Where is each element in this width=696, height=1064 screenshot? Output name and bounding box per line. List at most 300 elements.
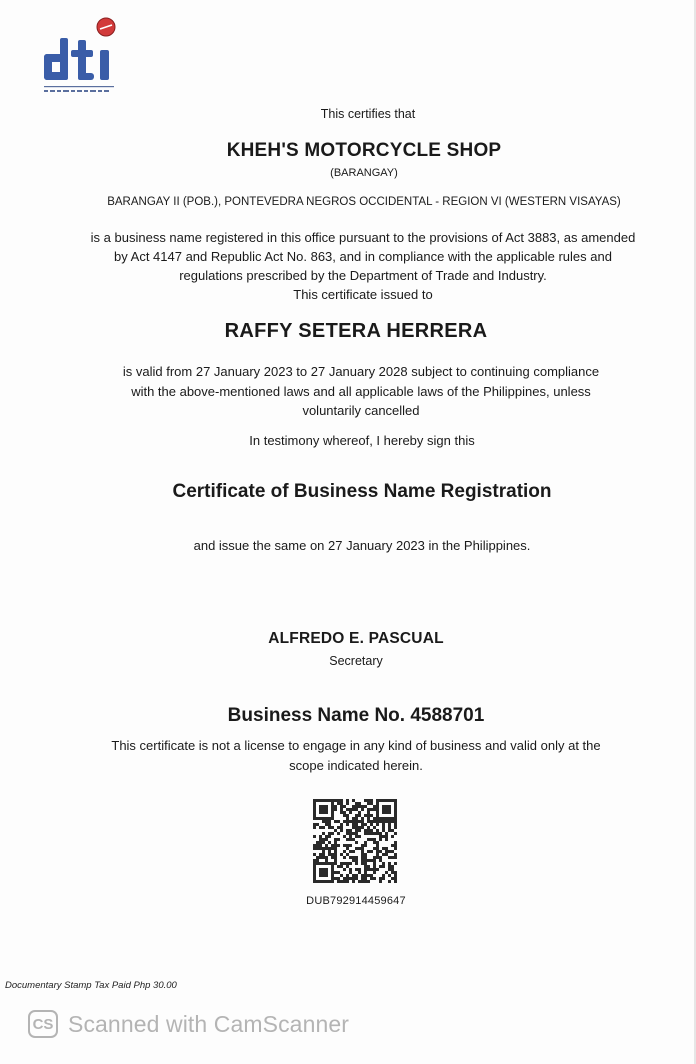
- qr-module: [313, 847, 316, 850]
- qr-module: [364, 862, 367, 865]
- qr-module: [388, 823, 391, 826]
- qr-module: [325, 847, 328, 850]
- certificate-title: Certificate of Business Name Registration: [172, 481, 552, 502]
- qr-module: [358, 802, 361, 805]
- qr-module: [334, 844, 337, 847]
- qr-module: [385, 817, 388, 820]
- qr-module: [379, 859, 382, 862]
- qr-module: [322, 826, 325, 829]
- qr-module: [355, 862, 358, 865]
- qr-module: [394, 826, 397, 829]
- registration-line-3: regulations prescribed by the Department of Trade and Industry.: [179, 268, 547, 283]
- qr-module: [361, 847, 364, 850]
- qr-module: [376, 823, 379, 826]
- qr-module: [319, 799, 322, 802]
- qr-module: [346, 823, 349, 826]
- qr-module: [379, 850, 382, 853]
- qr-module: [394, 853, 397, 856]
- qr-module: [316, 862, 319, 865]
- qr-module: [334, 862, 337, 865]
- qr-module: [346, 802, 349, 805]
- qr-module: [373, 847, 376, 850]
- qr-module: [379, 838, 382, 841]
- qr-module: [325, 871, 328, 874]
- qr-module: [316, 841, 319, 844]
- qr-module: [385, 805, 388, 808]
- qr-module: [313, 823, 316, 826]
- qr-module: [331, 826, 334, 829]
- qr-module: [388, 811, 391, 814]
- qr-module: [388, 799, 391, 802]
- qr-module: [382, 853, 385, 856]
- qr-module: [364, 814, 367, 817]
- qr-module: [361, 823, 364, 826]
- qr-module: [328, 847, 331, 850]
- qr-module: [337, 832, 340, 835]
- qr-module: [313, 826, 316, 829]
- qr-module: [361, 808, 364, 811]
- qr-module: [388, 826, 391, 829]
- qr-module: [328, 835, 331, 838]
- qr-module: [346, 865, 349, 868]
- qr-module: [367, 799, 370, 802]
- qr-module: [373, 808, 376, 811]
- qr-module: [346, 880, 349, 883]
- qr-module: [388, 808, 391, 811]
- qr-module: [388, 829, 391, 832]
- qr-module: [373, 862, 376, 865]
- qr-module: [385, 808, 388, 811]
- qr-module: [364, 799, 367, 802]
- qr-module: [322, 862, 325, 865]
- qr-module: [361, 817, 364, 820]
- qr-module: [358, 811, 361, 814]
- qr-module: [331, 874, 334, 877]
- qr-module: [370, 877, 373, 880]
- qr-module: [313, 811, 316, 814]
- qr-module: [391, 856, 394, 859]
- qr-module: [358, 829, 361, 832]
- qr-module: [367, 832, 370, 835]
- qr-module: [322, 853, 325, 856]
- qr-module: [382, 817, 385, 820]
- qr-module: [394, 847, 397, 850]
- qr-module: [349, 838, 352, 841]
- business-address: BARANGAY II (POB.), PONTEVEDRA NEGROS OCCIDENTAL - REGION VI (WESTERN VISAYAS): [107, 196, 621, 208]
- qr-module: [364, 844, 367, 847]
- qr-module: [394, 856, 397, 859]
- qr-module: [349, 820, 352, 823]
- qr-module: [385, 850, 388, 853]
- qr-module: [349, 808, 352, 811]
- qr-module: [316, 847, 319, 850]
- qr-module: [325, 823, 328, 826]
- qr-module: [349, 877, 352, 880]
- qr-module: [385, 832, 388, 835]
- qr-module: [385, 847, 388, 850]
- qr-module: [376, 802, 379, 805]
- qr-module: [364, 841, 367, 844]
- qr-module: [373, 877, 376, 880]
- validity-line-2: with the above-mentioned laws and all applicable laws of the Philippines, unless: [131, 383, 591, 399]
- qr-module: [370, 859, 373, 862]
- qr-module: [331, 805, 334, 808]
- qr-module: [340, 853, 343, 856]
- qr-module: [370, 874, 373, 877]
- qr-module: [340, 862, 343, 865]
- qr-module: [313, 808, 316, 811]
- qr-module: [352, 820, 355, 823]
- qr-module: [328, 820, 331, 823]
- qr-module: [334, 859, 337, 862]
- qr-module: [391, 871, 394, 874]
- qr-module: [328, 799, 331, 802]
- qr-module: [316, 844, 319, 847]
- qr-module: [394, 811, 397, 814]
- qr-module: [370, 802, 373, 805]
- qr-module: [364, 868, 367, 871]
- qr-module: [334, 856, 337, 859]
- qr-module: [349, 829, 352, 832]
- qr-module: [322, 856, 325, 859]
- qr-module: [328, 826, 331, 829]
- qr-module: [337, 880, 340, 883]
- qr-module: [313, 871, 316, 874]
- disclaimer-line-2: scope indicated herein.: [289, 758, 423, 773]
- qr-module: [349, 811, 352, 814]
- qr-module: [313, 835, 316, 838]
- qr-module: [388, 856, 391, 859]
- qr-module: [382, 874, 385, 877]
- qr-module: [376, 841, 379, 844]
- qr-module: [376, 799, 379, 802]
- qr-module: [331, 811, 334, 814]
- qr-module: [337, 799, 340, 802]
- qr-module: [373, 859, 376, 862]
- business-name: KHEH'S MOTORCYCLE SHOP: [226, 140, 502, 161]
- qr-module: [319, 847, 322, 850]
- qr-module: [340, 823, 343, 826]
- qr-module: [349, 868, 352, 871]
- qr-module: [355, 826, 358, 829]
- qr-module: [325, 868, 328, 871]
- signatory-position: Secretary: [329, 654, 383, 668]
- qr-module: [352, 859, 355, 862]
- qr-module: [325, 835, 328, 838]
- qr-module: [370, 838, 373, 841]
- qr-module: [334, 820, 337, 823]
- qr-module: [319, 880, 322, 883]
- qr-module: [355, 868, 358, 871]
- qr-module: [340, 880, 343, 883]
- qr-module: [343, 811, 346, 814]
- qr-module: [322, 808, 325, 811]
- qr-module: [331, 853, 334, 856]
- qr-module: [334, 808, 337, 811]
- qr-module: [328, 817, 331, 820]
- qr-module: [352, 799, 355, 802]
- qr-module: [358, 805, 361, 808]
- qr-module: [343, 877, 346, 880]
- qr-module: [340, 805, 343, 808]
- qr-module: [376, 814, 379, 817]
- qr-module: [376, 805, 379, 808]
- qr-module: [313, 805, 316, 808]
- qr-module: [352, 817, 355, 820]
- qr-module: [391, 835, 394, 838]
- qr-module: [337, 838, 340, 841]
- qr-module: [352, 856, 355, 859]
- qr-module: [346, 832, 349, 835]
- qr-module: [337, 865, 340, 868]
- qr-module: [349, 844, 352, 847]
- qr-module: [394, 802, 397, 805]
- qr-module: [346, 808, 349, 811]
- qr-module: [346, 862, 349, 865]
- qr-module: [367, 817, 370, 820]
- qr-module: [349, 850, 352, 853]
- dti-logo: [40, 14, 124, 96]
- qr-module: [331, 856, 334, 859]
- qr-module: [355, 835, 358, 838]
- qr-module: [367, 826, 370, 829]
- qr-module: [313, 880, 316, 883]
- qr-module: [355, 820, 358, 823]
- qr-module: [361, 853, 364, 856]
- qr-module: [322, 805, 325, 808]
- qr-module: [370, 814, 373, 817]
- qr-module: [385, 871, 388, 874]
- qr-module: [331, 832, 334, 835]
- qr-module: [340, 826, 343, 829]
- qr-module: [370, 823, 373, 826]
- qr-module: [379, 817, 382, 820]
- qr-module: [322, 832, 325, 835]
- qr-module: [322, 874, 325, 877]
- qr-module: [322, 868, 325, 871]
- qr-module: [325, 817, 328, 820]
- qr-module: [334, 853, 337, 856]
- certifies-intro: This certifies that: [320, 107, 416, 121]
- qr-module: [349, 862, 352, 865]
- qr-module: [313, 865, 316, 868]
- qr-module: [316, 817, 319, 820]
- qr-module: [394, 877, 397, 880]
- qr-module: [376, 856, 379, 859]
- qr-module: [313, 802, 316, 805]
- qr-module: [388, 805, 391, 808]
- qr-module: [325, 874, 328, 877]
- validity-line-1: is valid from 27 January 2023 to 27 January 2028 subject to continuing compliance: [122, 364, 600, 379]
- qr-module: [394, 844, 397, 847]
- qr-module: [367, 802, 370, 805]
- qr-module: [343, 805, 346, 808]
- qr-module: [325, 820, 328, 823]
- qr-module: [355, 823, 358, 826]
- qr-module: [370, 829, 373, 832]
- qr-module: [358, 868, 361, 871]
- qr-module: [373, 865, 376, 868]
- qr-module: [343, 850, 346, 853]
- qr-module: [394, 805, 397, 808]
- qr-module: [331, 817, 334, 820]
- qr-module: [364, 871, 367, 874]
- qr-module: [343, 814, 346, 817]
- qr-module: [352, 838, 355, 841]
- qr-module: [319, 835, 322, 838]
- qr-module: [325, 799, 328, 802]
- qr-module: [382, 829, 385, 832]
- qr-module: [367, 859, 370, 862]
- qr-module: [313, 862, 316, 865]
- qr-module: [376, 820, 379, 823]
- qr-module: [355, 859, 358, 862]
- qr-module: [382, 877, 385, 880]
- qr-module: [367, 829, 370, 832]
- qr-module: [322, 880, 325, 883]
- qr-module: [331, 847, 334, 850]
- disclaimer: [56, 736, 656, 776]
- qr-module: [337, 877, 340, 880]
- qr-module: [331, 814, 334, 817]
- qr-module: [388, 820, 391, 823]
- qr-module: [328, 823, 331, 826]
- business-name-number: Business Name No. 4588701: [227, 705, 485, 726]
- qr-module: [313, 859, 316, 862]
- qr-module: [373, 805, 376, 808]
- qr-module: [385, 853, 388, 856]
- qr-module: [355, 814, 358, 817]
- qr-module: [379, 820, 382, 823]
- qr-module: [373, 856, 376, 859]
- qr-module: [358, 847, 361, 850]
- qr-module: [322, 871, 325, 874]
- qr-module: [343, 856, 346, 859]
- qr-module: [382, 820, 385, 823]
- qr-module: [334, 838, 337, 841]
- qr-module: [388, 880, 391, 883]
- qr-module: [367, 838, 370, 841]
- qr-module: [367, 850, 370, 853]
- qr-module: [388, 862, 391, 865]
- qr-module: [367, 865, 370, 868]
- qr-module: [325, 880, 328, 883]
- qr-module: [337, 820, 340, 823]
- qr-module: [340, 808, 343, 811]
- qr-module: [355, 829, 358, 832]
- qr-module: [343, 862, 346, 865]
- camscanner-badge-icon: CS: [28, 1010, 58, 1038]
- qr-module: [367, 868, 370, 871]
- qr-module: [364, 832, 367, 835]
- qr-module: [346, 820, 349, 823]
- qr-module: [382, 847, 385, 850]
- camscanner-watermark: [28, 1008, 349, 1040]
- qr-module: [379, 856, 382, 859]
- qr-module: [325, 838, 328, 841]
- business-scope: (BARANGAY): [330, 167, 398, 179]
- qr-module: [349, 835, 352, 838]
- qr-module: [316, 856, 319, 859]
- qr-module: [364, 880, 367, 883]
- qr-module: [394, 814, 397, 817]
- qr-module: [325, 859, 328, 862]
- qr-module: [367, 880, 370, 883]
- owner-name: RAFFY SETERA HERRERA: [224, 320, 488, 342]
- qr-module: [313, 817, 316, 820]
- qr-module: [370, 799, 373, 802]
- qr-module: [382, 805, 385, 808]
- qr-module: [391, 865, 394, 868]
- qr-module: [346, 844, 349, 847]
- qr-module: [322, 811, 325, 814]
- qr-module: [334, 841, 337, 844]
- qr-module: [331, 844, 334, 847]
- qr-module: [382, 808, 385, 811]
- qr-module: [370, 868, 373, 871]
- qr-module: [364, 877, 367, 880]
- qr-module: [319, 805, 322, 808]
- qr-module: [391, 799, 394, 802]
- qr-module: [388, 865, 391, 868]
- qr-module: [382, 799, 385, 802]
- registration-line-2: by Act 4147 and Republic Act No. 863, and in compliance with the applicable rules and: [114, 249, 612, 264]
- qr-module: [340, 802, 343, 805]
- qr-module: [379, 832, 382, 835]
- qr-module: [376, 853, 379, 856]
- qr-module: [391, 817, 394, 820]
- qr-module: [358, 835, 361, 838]
- qr-module: [322, 850, 325, 853]
- qr-module: [316, 880, 319, 883]
- qr-module: [328, 853, 331, 856]
- qr-module: [388, 817, 391, 820]
- qr-module: [346, 799, 349, 802]
- qr-module: [355, 841, 358, 844]
- qr-module: [382, 835, 385, 838]
- qr-module: [376, 850, 379, 853]
- qr-module: [334, 805, 337, 808]
- qr-module: [376, 847, 379, 850]
- qr-module: [316, 859, 319, 862]
- qr-module: [382, 865, 385, 868]
- qr-code: [313, 797, 397, 885]
- qr-module: [379, 865, 382, 868]
- qr-module: [367, 814, 370, 817]
- disclaimer-line-1: This certificate is not a license to engage in any kind of business and valid only at the: [111, 738, 601, 753]
- qr-module: [334, 799, 337, 802]
- qr-module: [364, 874, 367, 877]
- qr-module: [319, 811, 322, 814]
- qr-module: [346, 814, 349, 817]
- qr-module: [361, 856, 364, 859]
- qr-module: [355, 856, 358, 859]
- registration-line-1: is a business name registered in this office pursuant to the provisions of Act 3883, as amended: [90, 230, 636, 245]
- qr-module: [355, 877, 358, 880]
- qr-module: [382, 862, 385, 865]
- qr-module: [325, 808, 328, 811]
- qr-module: [394, 841, 397, 844]
- qr-module: [325, 805, 328, 808]
- qr-module: [385, 838, 388, 841]
- validity-line-3: voluntarily cancelled: [302, 403, 420, 418]
- qr-module: [361, 874, 364, 877]
- qr-module: [352, 832, 355, 835]
- qr-module: [361, 805, 364, 808]
- signatory-name: ALFREDO E. PASCUAL: [268, 630, 444, 647]
- qr-module: [349, 871, 352, 874]
- qr-module: [373, 841, 376, 844]
